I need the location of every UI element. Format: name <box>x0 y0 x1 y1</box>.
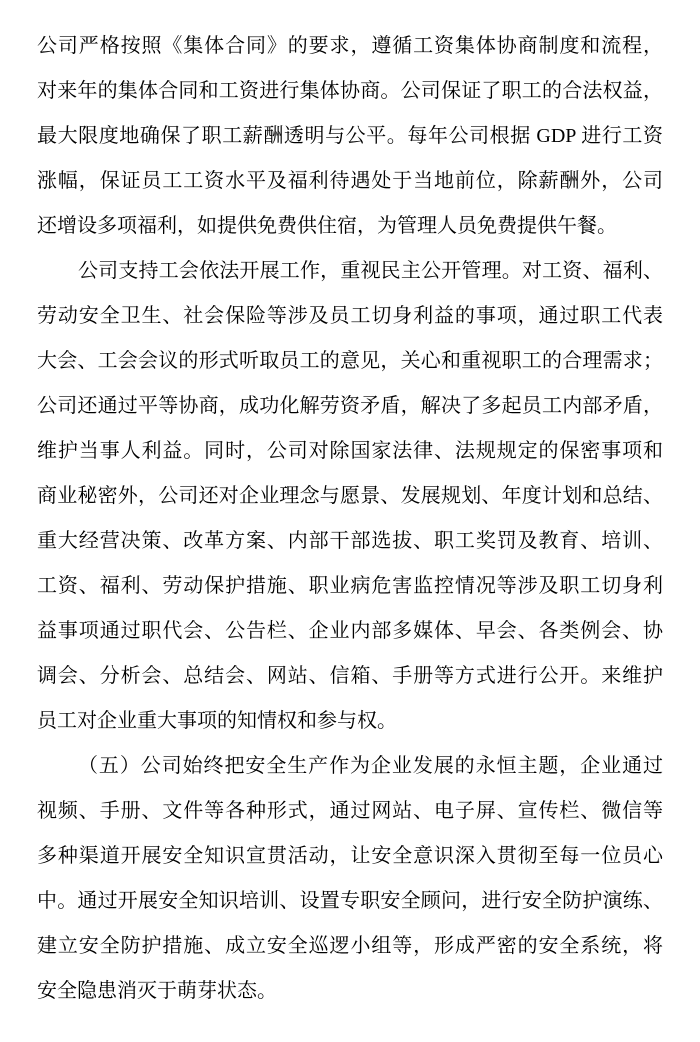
paragraph <box>37 24 663 249</box>
text-line: 维护当事人利益。同时，公司对除国家法律、法规规定的保密事项和 <box>37 440 663 462</box>
text-line: 公司还通过平等协商，成功化解劳资矛盾，解决了多起员工内部矛盾， <box>37 395 663 417</box>
text-line: 工资、福利、劳动保护措施、职业病危害监控情况等涉及职工切身利 <box>37 575 663 597</box>
text-line: 建立安全防护措施、成立安全巡逻小组等，形成严密的安全系统，将 <box>37 935 663 957</box>
text-line: 益事项通过职代会、公告栏、企业内部多媒体、早会、各类例会、协 <box>37 620 663 642</box>
text-line: 商业秘密外，公司还对企业理念与愿景、发展规划、年度计划和总结、 <box>37 485 663 507</box>
text-line: 员工对企业重大事项的知情权和参与权。 <box>37 710 397 732</box>
text-line: 重大经营决策、改革方案、内部干部选拔、职工奖罚及教育、培训、 <box>37 530 663 552</box>
text-line: 劳动安全卫生、社会保险等涉及员工切身利益的事项，通过职工代表 <box>37 305 663 327</box>
text-line: 公司严格按照《集体合同》的要求，遵循工资集体协商制度和流程， <box>37 35 663 57</box>
text-line: 公司支持工会依法开展工作，重视民主公开管理。对工资、福利、 <box>78 260 663 282</box>
text-line: 视频、手册、文件等各种形式，通过网站、电子屏、宣传栏、微信等 <box>37 800 663 822</box>
document-body <box>37 24 663 1014</box>
text-line: 大会、工会会议的形式听取员工的意见，关心和重视职工的合理需求； <box>37 350 663 372</box>
text-line: 对来年的集体合同和工资进行集体协商。公司保证了职工的合法权益， <box>37 80 663 102</box>
text-line: 多种渠道开展安全知识宣贯活动，让安全意识深入贯彻至每一位员心 <box>37 845 663 867</box>
paragraph <box>37 744 663 1014</box>
text-line: 中。通过开展安全知识培训、设置专职安全顾问，进行安全防护演练、 <box>37 890 663 912</box>
text-line: 调会、分析会、总结会、网站、信箱、手册等方式进行公开。来维护 <box>37 665 663 687</box>
text-line: 涨幅，保证员工工资水平及福利待遇处于当地前位，除薪酬外，公司 <box>37 170 663 192</box>
paragraph <box>37 249 663 744</box>
text-line: 还增设多项福利，如提供免费供住宿，为管理人员免费提供午餐。 <box>37 215 617 237</box>
text-line: 最大限度地确保了职工薪酬透明与公平。每年公司根据 GDP 进行工资 <box>37 125 663 147</box>
text-line: （五）公司始终把安全生产作为企业发展的永恒主题，企业通过 <box>78 755 663 777</box>
text-line: 安全隐患消灭于萌芽状态。 <box>37 980 277 1002</box>
